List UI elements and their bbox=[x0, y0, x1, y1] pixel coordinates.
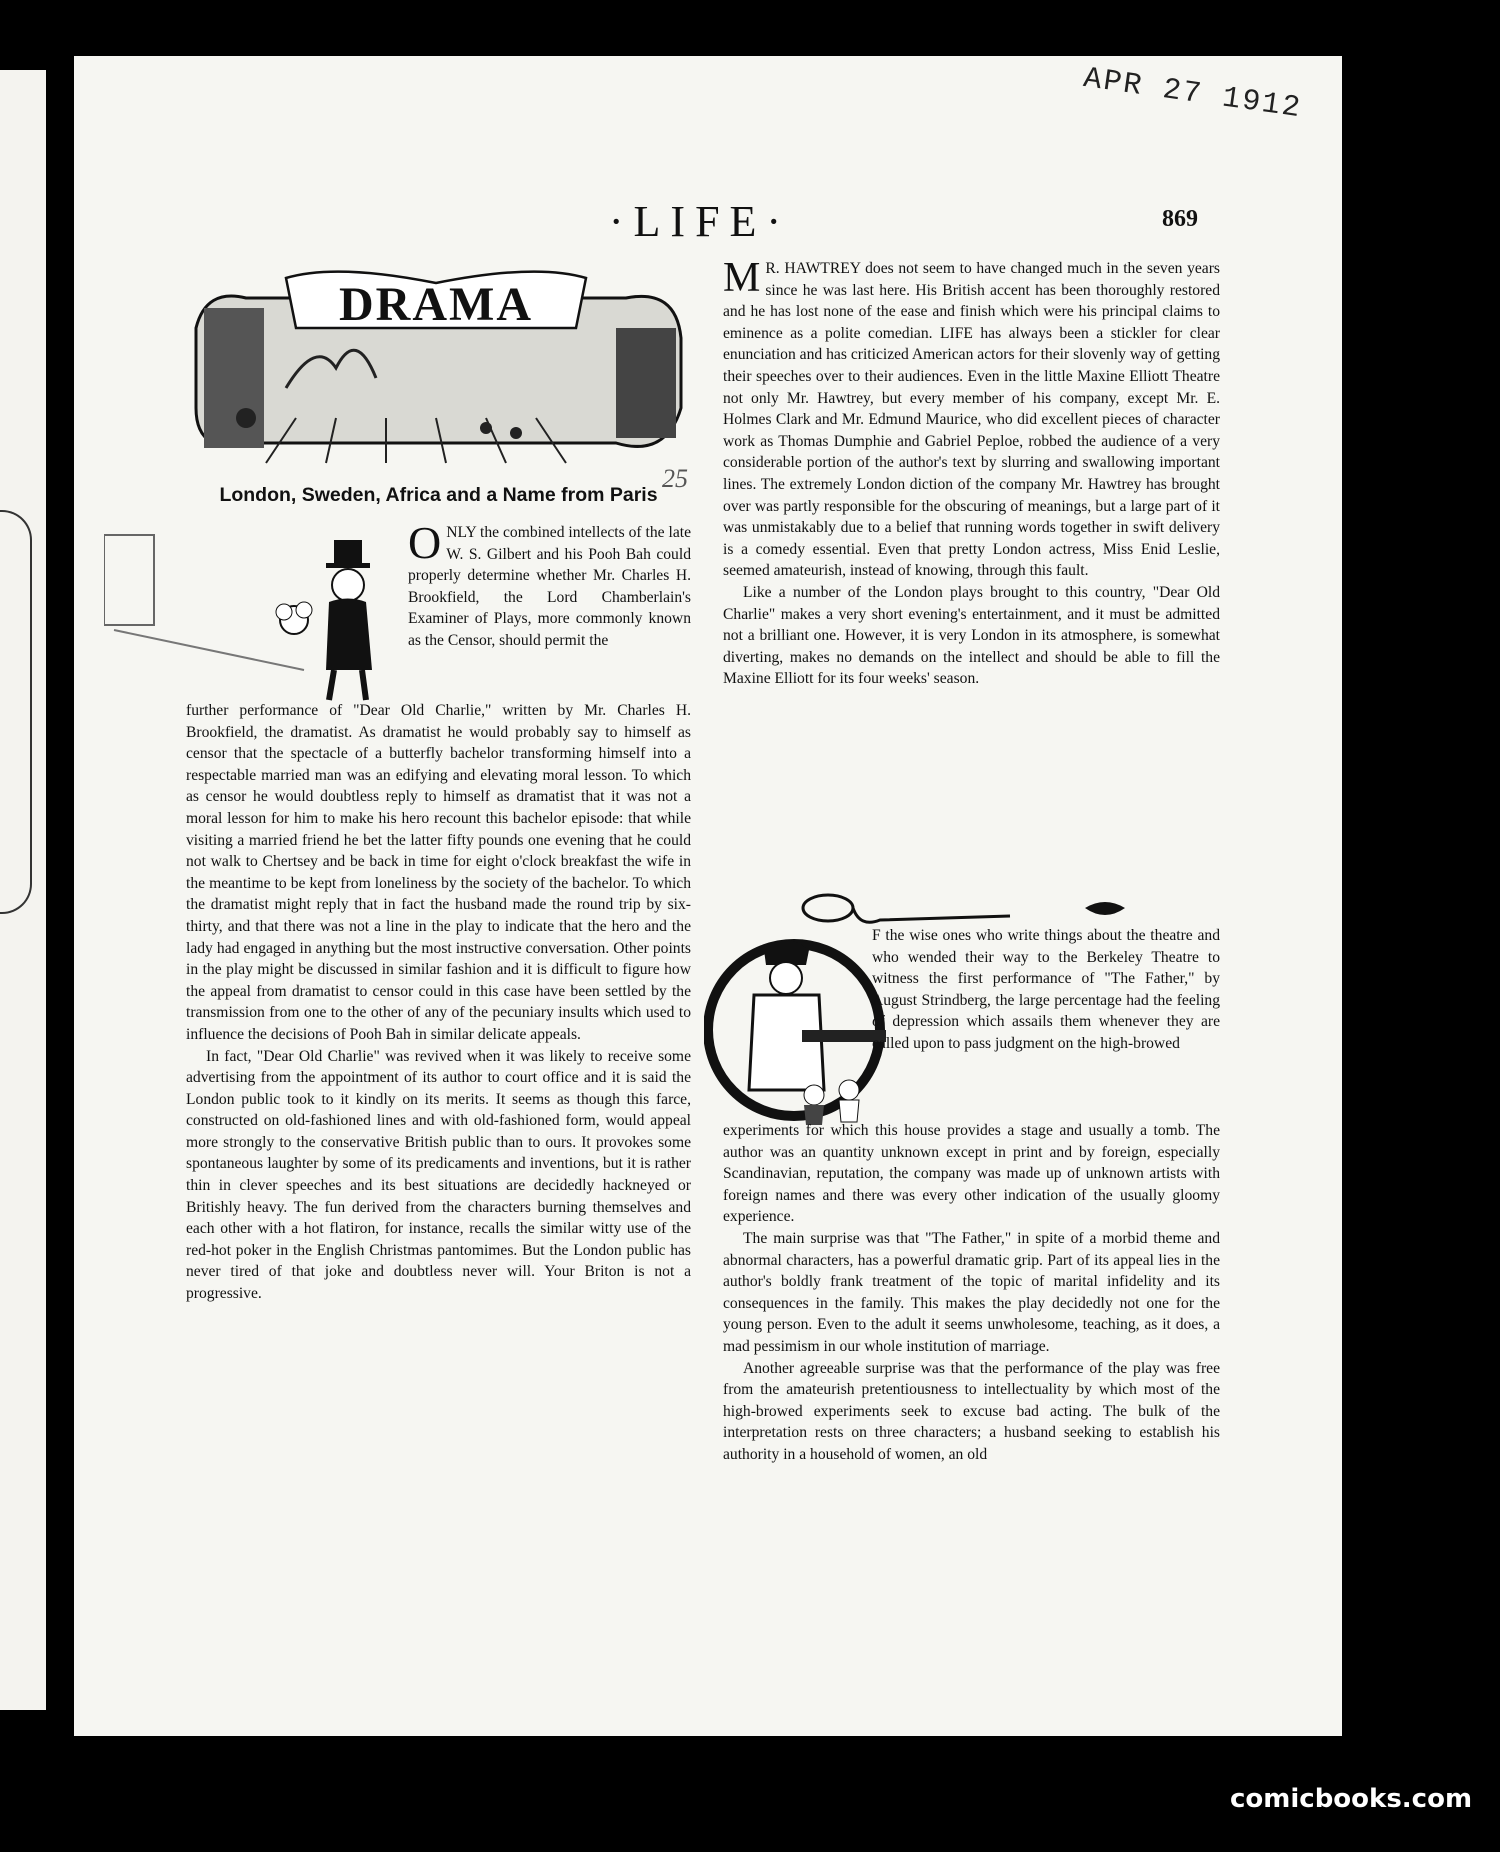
dropcap-o: O bbox=[408, 517, 442, 568]
article1-paragraph: In fact, "Dear Old Charlie" was revived when it was likely to receive some advertising from the appointment of its author to court office and it is said the London public took to it kindly on its merits. It seems as though this farce, constructed on old-fashioned lines and with old-fashioned form, would appeal more strongly to the conservative British public than to ours. It provokes some spontaneous laughter by some of its predicaments and inventions, but it is rather thin in clever speeches and its best situations are decidedly hackneyed or Britishly heavy. The fun derived from the characters burning themselves and each other with a hot flatiron, for instance, recalls the similar witty use of the red-hot poker in the English Christmas pantomimes. But the London public has never tired of that joke and doubtless never will. Your Briton is not a progressive. bbox=[186, 1047, 691, 1303]
article3-opening: F the wise ones who write things about the theatre and who wended their way to the Berkeley Theatre to witness the first performance of "The Father," by August Strindberg, the large percentage had the feeling of depression which assails them whenever they are called upon to pass judgment on the high-browed bbox=[872, 927, 1220, 1052]
date-stamp: APR 27 1912 bbox=[1081, 62, 1304, 127]
article3-paragraph: Another agreeable surprise was that the performance of the play was free from the amateurish pretentiousness to intellectuality by which most of the high-browed experiments seek to excuse bad acting. The bulk of the interpretation rests on three characters; a husband seeking to establish his authority in a household of women, an old bbox=[723, 1359, 1220, 1463]
article1-paragraph: further performance of "Dear Old Charlie," written by Mr. Charles H. Brookfield, the dramatist. As dramatist he would probably say to himself as censor that the spectacle of a butterfly bachelor transforming himself into a respectable married man was an edifying and elevating moral lesson. To which as censor he would doubtless reply to himself as dramatist that it was not a moral lesson for him to make his hero recount this bachelor episode: that while visiting a married friend he bet the latter fifty pounds one evening that he could not walk to Chertsey and be back in time for eight o'clock breakfast the wife in the meantime to be kept from loneliness by the society of the bachelor. To which the dramatist might reply that in fact the husband made the round trip by six-thirty, and that there was not a line in the play to indicate that the hero and the lady had engaged in anything but the most instructive conversation. Other points in the play might be discussed in similar fashion and it is difficult to figure how the appeal from dramatist to censor could in this case have been settled by the transmission from one to the other of any of the pecuniary insults which used to influence the decisions of Pooh Bah in similar delicate appeals. bbox=[186, 702, 691, 1043]
article1-opening bbox=[408, 517, 691, 652]
lorgnette-mask-decoration bbox=[800, 890, 1140, 930]
article-headline: London, Sweden, Africa and a Name from Paris bbox=[219, 484, 658, 506]
masthead: ·LIFE· bbox=[608, 197, 792, 246]
top-hat-man-illustration bbox=[104, 530, 404, 705]
drama-banner-illustration bbox=[186, 268, 686, 468]
article3-paragraph: The main surprise was that "The Father," in spite of a morbid theme and abnormal characters, has a powerful dramatic grip. Part of its appeal lies in the author's boldly frank treatment of the topic of marital infidelity and its consequences in the family. This makes the play decidedly not one for the young person. Even to the adult it seems unwholesome, teaching, as it does, a mad pessimism in our whole institution of marriage. bbox=[723, 1229, 1220, 1355]
article2-paragraph: R. HAWTREY does not seem to have changed much in the seven years since he was last here. His British accent has been thoroughly restored and he has lost none of the ease and finish which were his principal claims to eminence as a polite comedian. LIFE has always been a stickler for clear enunciation and has criticized American actors for their slovenly way of getting their speeches over to their audiences. Even in the little Maxine Elliott Theatre not only Mr. Hawtrey, but every member of his company, except Mr. E. Holmes Clark and Mr. Edmund Maurice, who did excellent pieces of character work as Thomas Dumphie and Gabriel Peploe, robbed the audience of a very considerable portion of the author's text by slurring and swallowing important lines. The extremely London diction of the company Mr. Hawtrey has brought over was partly responsible for the obscuring of meanings, but a large part of it was unmistakably due to a belief that running words together in swift delivery is a comedy essential. Even that pretty London actress, Miss Enid Leslie, seemed amateurish, instead of knowing, through this fault. bbox=[723, 260, 1220, 580]
margin-scribble: 25 bbox=[662, 464, 688, 493]
policeman-illustration bbox=[704, 930, 890, 1130]
lamp-illustration bbox=[0, 510, 32, 914]
watermark-logo[interactable]: comicbooks.com bbox=[1230, 1784, 1473, 1814]
article3-paragraph: experiments for which this house provides a stage and usually a tomb. The author was an quantity unknown except in print and by foreign, especially Scandinavian, reputation, the company was made up of unknown artists with foreign names and there was every other indication of the usually gloomy experience. bbox=[723, 1122, 1220, 1226]
article2-paragraph: Like a number of the London plays brought to this country, "Dear Old Charlie" makes a very short evening's entertainment, and it must be admitted not a brilliant one. However, it is very London in its atmosphere, is somewhat diverting, makes no demands on the intellect and should be able to fill the Maxine Elliott for its four weeks' season. bbox=[723, 583, 1220, 688]
article3-column bbox=[723, 1120, 1220, 1466]
banner-word: DRAMA bbox=[339, 278, 533, 331]
page-number: 869 bbox=[1162, 206, 1198, 232]
article2-column bbox=[723, 255, 1220, 690]
article1-column bbox=[186, 700, 691, 1305]
dropcap-m: M bbox=[723, 255, 761, 301]
article1-opening-text: NLY the combined intellects of the late W. S. Gilbert and his Pooh Bah could properly determine whether Mr. Charles H. Brookfield, the Lord Chamberlain's Examiner of Plays, more commonly known as the Censor, should permit the bbox=[408, 524, 691, 649]
facing-page-edge bbox=[0, 70, 46, 1710]
